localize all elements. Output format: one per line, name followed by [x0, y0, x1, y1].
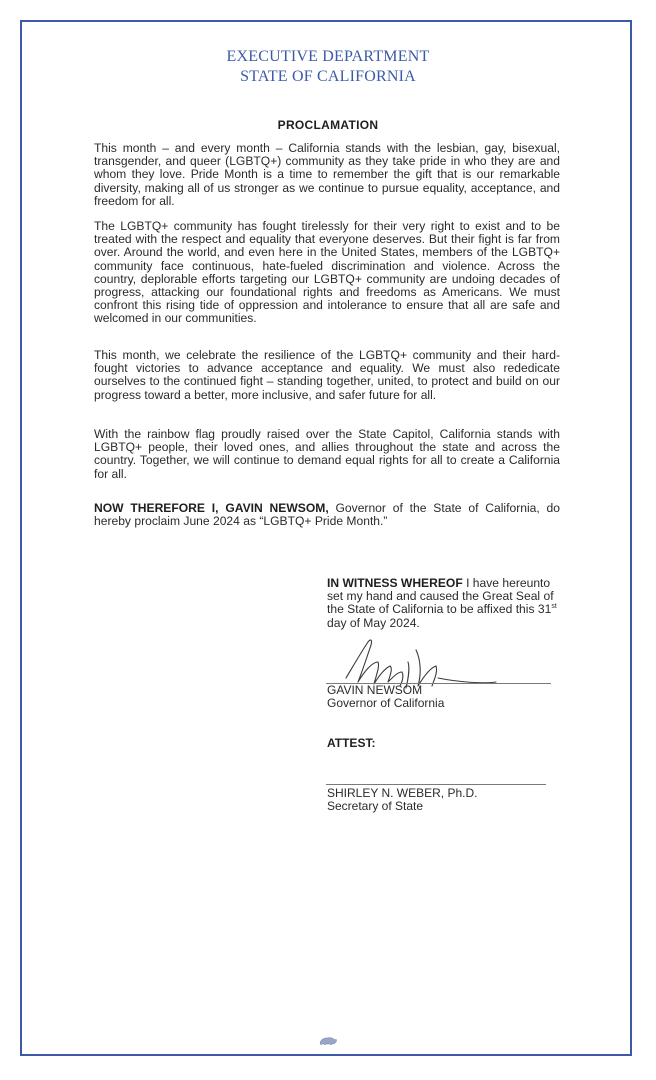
governor-name: GAVIN NEWSOM — [327, 683, 423, 697]
secretary-title: Secretary of State — [327, 799, 424, 813]
witness-tail: day of May 2024. — [327, 615, 420, 630]
paragraph-3: This month, we celebrate the resilience of the LGBTQ+ community and their hard-fought victories to advance acceptance and equality. We must also rededicate ourselves to the continued fight – standing together, united, to protect and build on our progress toward a better, more inclusive, and safer future for all. — [94, 348, 560, 402]
proclaim-lead: NOW THEREFORE I, GAVIN NEWSOM, — [94, 501, 329, 515]
header-state-text: STATE OF CALIFORNIA — [240, 68, 416, 85]
witness-clause — [327, 577, 561, 630]
attest-label: ATTEST: — [327, 736, 376, 750]
attest-signature-line — [326, 784, 546, 785]
header-department-text: EXECUTIVE DEPARTMENT — [226, 48, 430, 65]
witness-day-suffix: st — [551, 603, 557, 611]
bear-emblem-icon — [318, 1034, 338, 1046]
secretary-name: SHIRLEY N. WEBER, Ph.D. — [327, 786, 478, 800]
witness-lead: IN WITNESS WHEREOF — [327, 576, 463, 590]
header-department — [0, 48, 656, 66]
proclaim-text: Governor of the State of California, do hereby proclaim June 2024 as “LGBTQ+ Pride Month.” — [94, 501, 560, 529]
paragraph-4: With the rainbow flag proudly raised over the State Capitol, California stands with LGBTQ+ people, their loved ones, and allies throughout the state and across the country. Together, we will continue to demand equal rights for all to create a California for all. — [94, 427, 560, 481]
proclamation-title: PROCLAMATION — [277, 118, 379, 132]
header-state — [0, 68, 656, 86]
paragraph-1: This month – and every month – California stands with the lesbian, gay, bisexual, transgender, and queer (LGBTQ+) community as they take pride in who they are and whom they love. Pride Month is a time to remember the gift that is our remarkable diversity, making all of us stronger as we continue to pursue equality, acceptance, and freedom for all. — [94, 141, 560, 208]
governor-title: Governor of California — [327, 696, 445, 710]
witness-text: I have hereunto set my hand and caused the Great Seal of the State of California to be affixed this 31 — [327, 576, 554, 617]
paragraph-2: The LGBTQ+ community has fought tirelessly for their very right to exist and to be treated with the respect and equality that everyone deserves. But their fight is far from over. Around the world, and even here in the United States, members of the LGBTQ+ community face continuous, hate-fueled discrimination and violence. Across the country, deplorable efforts targeting our LGBTQ+ community are undoing decades of progress, attacking our foundational rights and freedoms as Americans. We must confront this rising tide of oppression and intolerance to ensure that all are safe and welcomed in our communities. — [94, 219, 560, 326]
proclaim-paragraph — [94, 502, 560, 528]
